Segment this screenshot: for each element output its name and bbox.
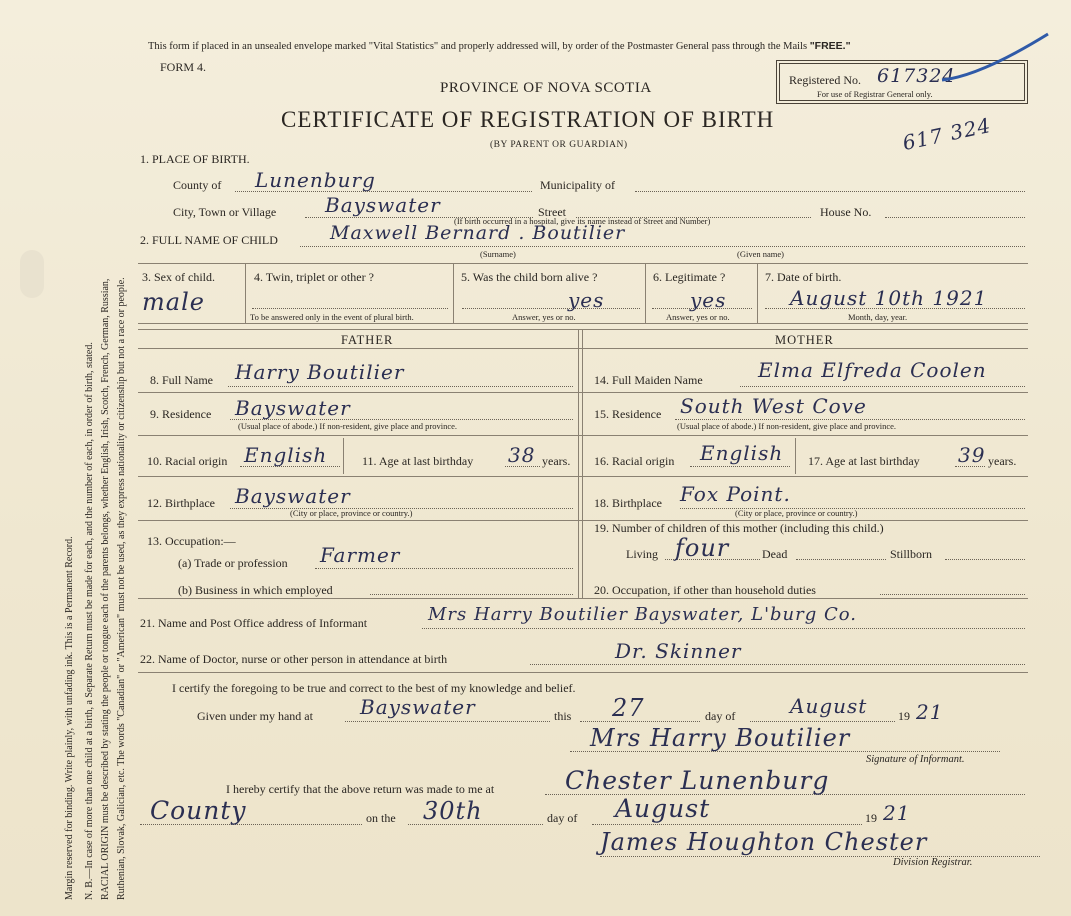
registrar-signature: James Houghton Chester [600,828,928,856]
business-label: (b) Business in which employed [178,583,333,597]
mailing-note [148,40,851,52]
mother-name-value: Elma Elfreda Coolen [758,358,987,382]
living-value: four [675,534,730,562]
twin-note: To be answered only in the event of plural birth. [250,312,414,322]
mother-heading: MOTHER [775,333,834,347]
registered-number: 617324 [877,65,956,87]
margin-note-3: RACIAL ORIGIN must be described by stating the people or tongue each of the parents belongs, whether English, Irish, Scotch, French, German, Russian, [100,278,111,900]
father-birthplace-value: Bayswater [235,484,351,508]
place-heading: 1. PLACE OF BIRTH. [140,152,250,166]
street-label: Street [538,205,566,219]
mother-racial-label: 16. Racial origin [594,454,675,468]
mother-years-label: years. [988,454,1017,468]
mother-birthplace-note: (City or place, province or country.) [735,508,858,518]
certify-text: I certify the foregoing to be true and correct to the best of my knowledge and belief. [172,681,576,695]
father-years-label: years. [542,454,571,468]
check-mark-icon [940,30,1055,90]
father-birthplace-label: 12. Birthplace [147,496,215,510]
dob-label: 7. Date of birth. [765,270,842,284]
doctor-value: Dr. Skinner [615,639,742,663]
father-age-value: 38 [508,443,536,467]
children-count-label: 19. Number of children of this mother (including this child.) [594,521,884,535]
mother-residence-note: (Usual place of abode.) If non-resident, give place and province. [677,421,897,431]
mother-birthplace-label: 18. Birthplace [594,496,662,510]
child-name-label: 2. FULL NAME OF CHILD [140,233,278,247]
given-day-value: 27 [612,694,645,722]
margin-note-4: Ruthenian, Slovak, Galician, etc. The words "Canadian" or "American" must not be used, as they express nationality or citizenship but not a race or people. [116,277,127,900]
mother-age-value: 39 [958,443,986,467]
informant-value: Mrs Harry Boutilier Bayswater, L'burg Co. [428,604,858,625]
dead-label: Dead [762,547,788,561]
certificate-subtitle: (BY PARENT OR GUARDIAN) [490,140,628,150]
given-month-value: August [790,694,868,718]
child-name-value: Maxwell Bernard . Boutilier [330,222,626,244]
trade-label: (a) Trade or profession [178,556,288,570]
registrar-year-prefix: 19 [865,811,877,825]
mother-name-label: 14. Full Maiden Name [594,373,703,387]
given-under-label: Given under my hand at [197,709,313,723]
father-name-label: 8. Full Name [150,373,213,387]
margin-note-2: N. B.—In case of more than one child at a birth, a Separate Return must be made for each, and the number of each, in order of birth, stated. [84,342,95,900]
city-value: Bayswater [325,193,441,217]
informant-signature: Mrs Harry Boutilier [590,724,851,752]
alive-note: Answer, yes or no. [512,312,576,322]
given-day-of-label: day of [705,709,736,723]
trade-value: Farmer [320,543,401,567]
registrar-certify-label: I hereby certify that the above return was made to me at [226,782,495,796]
free-label: "FREE." [809,40,851,52]
father-age-label: 11. Age at last birthday [362,454,474,468]
father-racial-value: English [244,443,328,467]
legitimate-label: 6. Legitimate ? [653,270,726,284]
father-residence-note: (Usual place of abode.) If non-resident, give place and province. [238,421,458,431]
mailing-note-text: This form if placed in an unsealed envelope marked "Vital Statistics" and properly addressed will, by order of the Postmaster General pass through the Mails [148,41,808,52]
this-label: this [554,709,572,723]
given-year-prefix: 19 [898,709,910,723]
form-number: FORM 4. [160,60,207,74]
registrar-month-value: August [615,794,711,823]
legitimate-value: yes [690,288,727,312]
municipality-label: Municipality of [540,178,615,192]
informant-label: 21. Name and Post Office address of Informant [140,616,368,630]
legitimate-note: Answer, yes or no. [666,312,730,322]
father-residence-value: Bayswater [235,396,351,420]
sex-label: 3. Sex of child. [142,270,215,284]
dob-value: August 10th 1921 [790,286,988,310]
binding-hole [20,250,44,298]
city-label: City, Town or Village [173,205,277,219]
county-value: Lunenburg [255,168,376,192]
alive-label: 5. Was the child born alive ? [461,270,598,284]
registrar-only-note: For use of Registrar General only. [817,89,933,99]
mother-racial-value: English [700,441,784,465]
house-no-label: House No. [820,205,872,219]
doctor-label: 22. Name of Doctor, nurse or other person in attendance at birth [140,652,448,666]
living-label: Living [626,547,658,561]
hospital-note: (If birth occurred in a hospital, give its name instead of Street and Number) [454,216,711,226]
margin-number: 617 324 [900,112,994,156]
alive-value: yes [568,288,605,312]
dob-note: Month, day, year. [848,312,908,322]
registrar-on-label: on the [366,811,396,825]
registrar-place-value: Chester Lunenburg [565,766,830,795]
signature-caption: Signature of Informant. [866,754,965,765]
given-place-value: Bayswater [360,695,476,719]
margin-note-1: Margin reserved for binding. Write plainly, with unfading ink. This is a Permanent Record. [64,536,75,900]
registrar-day-of-label: day of [547,811,578,825]
sex-value: male [142,288,205,316]
father-residence-label: 9. Residence [150,407,212,421]
stillborn-label: Stillborn [890,547,933,561]
registrar-day-value: 30th [423,797,483,825]
mother-residence-label: 15. Residence [594,407,662,421]
father-racial-label: 10. Racial origin [147,454,228,468]
given-year-value: 21 [916,700,944,724]
surname-caption: (Surname) [480,249,516,259]
county-label: County of [173,178,222,192]
registrar-place-continued: County [150,796,247,825]
mother-birthplace-value: Fox Point. [680,482,791,506]
registered-label: Registered No. [789,73,861,87]
registrar-caption: Division Registrar. [893,857,973,868]
given-name-caption: (Given name) [737,249,784,259]
province-heading: PROVINCE OF NOVA SCOTIA [440,80,652,96]
occupation-label: 13. Occupation:— [147,534,236,548]
father-name-value: Harry Boutilier [235,360,405,384]
twin-label: 4. Twin, triplet or other ? [254,270,374,284]
mother-age-label: 17. Age at last birthday [808,454,920,468]
father-heading: FATHER [341,333,394,347]
mother-occupation-label: 20. Occupation, if other than household duties [594,583,816,597]
certificate-title: CERTIFICATE OF REGISTRATION OF BIRTH [281,107,775,132]
registrar-year-value: 21 [883,801,911,825]
father-birthplace-note: (City or place, province or country.) [290,508,413,518]
mother-residence-value: South West Cove [680,394,867,418]
